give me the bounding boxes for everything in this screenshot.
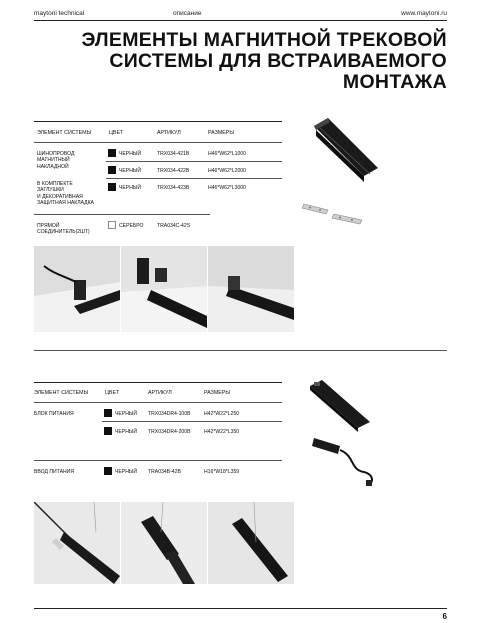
title-line-3: МОНТАЖА bbox=[342, 71, 447, 93]
color-swatch-black bbox=[104, 427, 112, 435]
table2-group-rule bbox=[34, 460, 282, 461]
row-sku: TRX034-422B bbox=[157, 168, 190, 174]
table2-header-color: ЦВЕТ bbox=[105, 390, 120, 396]
header-brand: maytoni technical bbox=[34, 10, 85, 17]
color-swatch-silver bbox=[108, 221, 116, 229]
row-size: H42*W22*L350 bbox=[204, 429, 240, 435]
row-divider bbox=[102, 421, 282, 422]
section-divider bbox=[34, 350, 447, 351]
color-swatch-black bbox=[108, 166, 116, 174]
row-sku: TRX034DR4-100B bbox=[148, 411, 191, 417]
power-block-image bbox=[300, 376, 372, 432]
table1-header-size: РАЗМЕРЫ bbox=[208, 130, 235, 136]
row-size: H42*W22*L250 bbox=[204, 411, 240, 417]
table1-group1-name: ШИНОПРОВОД МАГНИТНЫЙ НАКЛАДНОЙ bbox=[37, 151, 75, 170]
table1-group2-name: ПРЯМОЙ СОЕДИНИТЕЛЬ(2ШТ) bbox=[37, 223, 90, 236]
installation-photo-5 bbox=[121, 502, 207, 584]
header-divider bbox=[34, 20, 447, 21]
color-swatch-black bbox=[104, 409, 112, 417]
table2-group2-name: ВВОД ПИТАНИЯ bbox=[34, 469, 75, 475]
table1-header-color: ЦВЕТ bbox=[109, 130, 124, 136]
row-sku: TRX034DR4-200B bbox=[148, 429, 191, 435]
row-sku: TRA034C-42S bbox=[157, 223, 191, 229]
table1-header-element: ЭЛЕМЕНТ СИСТЕМЫ bbox=[37, 130, 92, 136]
row-sku: TRA034B-42B bbox=[148, 469, 181, 475]
table1-group-rule bbox=[34, 214, 210, 215]
table1-top-rule bbox=[34, 121, 282, 122]
row-sku: TRX034-421B bbox=[157, 151, 190, 157]
connector-plates-image bbox=[300, 196, 370, 226]
header-url[interactable]: www.maytoni.ru bbox=[401, 10, 447, 17]
table2-header-rule bbox=[34, 402, 282, 403]
table1-header-sku: АРТИКУЛ bbox=[157, 130, 181, 136]
row-color: ЧЕРНЫЙ bbox=[115, 469, 138, 475]
row-color: ЧЕРНЫЙ bbox=[115, 411, 138, 417]
row-color: СЕРЕБРО bbox=[119, 223, 144, 229]
footer-divider bbox=[34, 608, 447, 609]
table2-top-rule bbox=[34, 382, 282, 383]
color-swatch-black bbox=[108, 183, 116, 191]
title-line-2: СИСТЕМЫ ДЛЯ ВСТРАИВАЕМОГО bbox=[109, 50, 447, 72]
header-section: описание bbox=[173, 10, 202, 17]
table2-header-sku: АРТИКУЛ bbox=[148, 390, 172, 396]
installation-photo-2 bbox=[121, 246, 207, 332]
row-size: H46*W62*L3000 bbox=[208, 185, 246, 191]
row-size: H46*W62*L2000 bbox=[208, 168, 246, 174]
table1-header-rule bbox=[34, 142, 282, 143]
table1-group1-note: В КОМПЛЕКТЕ ЗАГЛУШКИ И ДЕКОРАТИВНАЯ ЗАЩИТНАЯ НАКЛАДКА bbox=[37, 181, 94, 206]
color-swatch-black bbox=[108, 149, 116, 157]
table2-group1-name: БЛОК ПИТАНИЯ bbox=[34, 411, 74, 417]
installation-photo-1 bbox=[34, 246, 120, 332]
row-color: ЧЕРНЫЙ bbox=[119, 185, 142, 191]
row-size: H16*W18*L359 bbox=[204, 469, 240, 475]
table2-header-element: ЭЛЕМЕНТ СИСТЕМЫ bbox=[34, 390, 89, 396]
row-color: ЧЕРНЫЙ bbox=[115, 429, 138, 435]
installation-photo-4 bbox=[34, 502, 120, 584]
page-number: 6 bbox=[442, 612, 447, 621]
table2-header-size: РАЗМЕРЫ bbox=[204, 390, 231, 396]
installation-photo-3 bbox=[208, 246, 294, 332]
installation-photo-6 bbox=[208, 502, 294, 584]
row-sku: TRX034-423B bbox=[157, 185, 190, 191]
power-feed-image bbox=[300, 432, 380, 488]
page-title bbox=[27, 30, 447, 93]
row-divider bbox=[106, 161, 282, 162]
title-line-1: ЭЛЕМЕНТЫ МАГНИТНОЙ ТРЕКОВОЙ bbox=[81, 29, 447, 51]
row-color: ЧЕРНЫЙ bbox=[119, 168, 142, 174]
row-divider bbox=[106, 178, 282, 179]
color-swatch-black bbox=[104, 467, 112, 475]
row-size: H46*W62*L1000 bbox=[208, 151, 246, 157]
track-profile-image bbox=[300, 112, 380, 182]
row-color: ЧЕРНЫЙ bbox=[119, 151, 142, 157]
